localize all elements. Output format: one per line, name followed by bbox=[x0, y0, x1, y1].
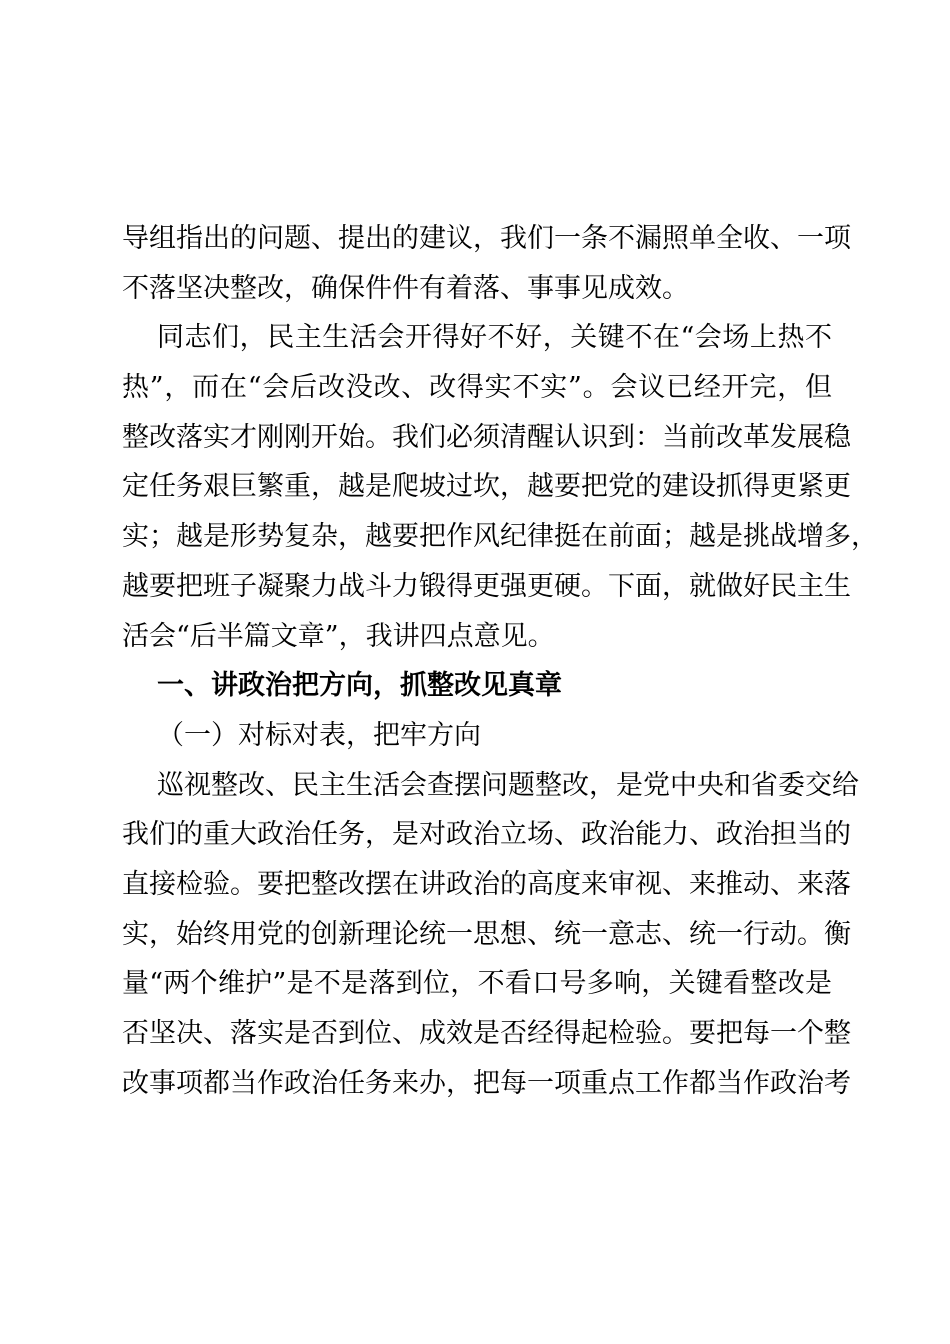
paragraph-line: 量“两个维护”是不是落到位，不看口号多响，关键看整改是 bbox=[122, 968, 832, 1000]
paragraph-line: 活会“后半篇文章”，我讲四点意见。 bbox=[122, 620, 555, 652]
paragraph-line: 不落坚决整改，确保件件有着落、事事见成效。 bbox=[122, 272, 689, 304]
paragraph-line: 整改落实才刚刚开始。我们必须清醒认识到：当前改革发展稳 bbox=[122, 421, 851, 453]
document-body bbox=[122, 214, 878, 1108]
paragraph-line: 否坚决、落实是否到位、成效是否经得起检验。要把每一个整 bbox=[122, 1018, 851, 1049]
paragraph-line: 实，始终用党的创新理论统一思想、统一意志、统一行动。衡 bbox=[122, 918, 851, 950]
paragraph-line: 越要把班子凝聚力战斗力锻得更强更硬。下面，就做好民主生 bbox=[122, 570, 851, 602]
paragraph-line: 热”，而在“会后改没改、改得实不实”。会议已经开完，但 bbox=[122, 372, 832, 404]
paragraph-line: 直接检验。要把整改摆在讲政治的高度来审视、来推动、来落 bbox=[122, 868, 851, 900]
paragraph-line: 巡视整改、民主生活会查摆问题整改，是党中央和省委交给 bbox=[157, 769, 859, 801]
paragraph-line: 导组指出的问题、提出的建议，我们一条不漏照单全收、一项 bbox=[122, 223, 851, 254]
paragraph-line: 改事项都当作政治任务来办，把每一项重点工作都当作政治考 bbox=[122, 1067, 851, 1099]
paragraph-line: 实；越是形势复杂，越要把作风纪律挺在前面；越是挑战增多， bbox=[122, 521, 878, 553]
paragraph-line: 同志们，民主生活会开得好不好，关键不在“会场上热不 bbox=[157, 322, 832, 354]
subsection-heading: （一）对标对表，把牢方向 bbox=[157, 719, 481, 751]
paragraph-line: 我们的重大政治任务，是对政治立场、政治能力、政治担当的 bbox=[122, 819, 851, 851]
section-heading: 一、讲政治把方向，抓整改见真章 bbox=[157, 670, 562, 702]
paragraph-line: 定任务艰巨繁重，越是爬坡过坎，越要把党的建设抓得更紧更 bbox=[122, 471, 851, 503]
